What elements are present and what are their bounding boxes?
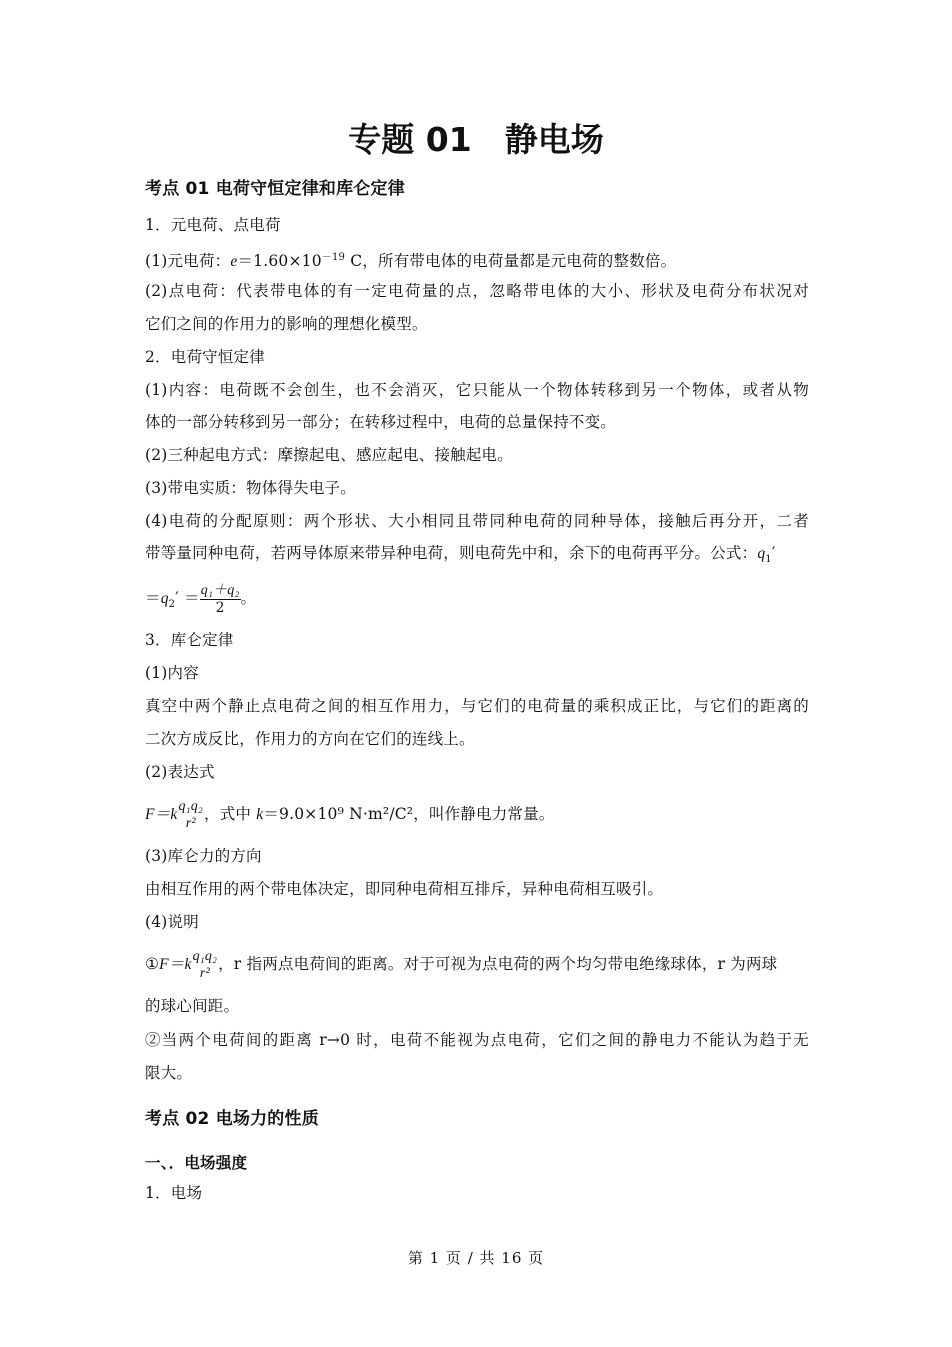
- paragraph: 的球心间距。: [145, 997, 240, 1015]
- paragraph: (1)元电荷：$e=1.60\times 10^{-19}$ C，所有带电体的电荷量都是元电荷的整数倍。: [145, 252, 677, 271]
- paragraph: (2)三种起电方式：摩擦起电、感应起电、接触起电。: [145, 446, 513, 464]
- page-title: 专题 01 静电场: [348, 120, 604, 159]
- paragraph: (1)内容：电荷既不会创生，也不会消灭，它只能从一个物体转移到另一个物体，或者从物: [145, 381, 809, 399]
- subsection-title: 1．元电荷、点电荷: [145, 216, 281, 234]
- subsection-title: 2．电荷守恒定律: [145, 348, 265, 366]
- subsection-title: 一、．电场强度: [145, 1154, 248, 1172]
- formula-coulomb: F＝k q₁q₂ r² ，式中 k＝9.0×10⁹ N·m²/C²，叫作静电力常量。: [145, 799, 555, 831]
- section-heading-1: 考点 01 电荷守恒定律和库仑定律: [145, 179, 405, 199]
- paragraph: (4)说明: [145, 913, 199, 931]
- paragraph: (1)内容: [145, 664, 199, 682]
- section-heading-2: 考点 02 电场力的性质: [145, 1109, 319, 1129]
- subsection-title: 1．电场: [145, 1184, 203, 1202]
- paragraph: 带等量同种电荷，若两导体原来带异种电荷，则电荷先中和，余下的电荷再平分。公式：$q_1'$: [145, 544, 776, 566]
- paragraph: (4)电荷的分配原则：两个形状、大小相同且带同种电荷的同种导体，接触后再分开，二者: [145, 512, 809, 530]
- paragraph: (3)库仑力的方向: [145, 847, 262, 865]
- formula-note-1: ①F＝k q₁q₂ r² ，r 指两点电荷间的距离。对于可视为点电荷的两个均匀带电绝缘球体，r 为两球: [145, 949, 778, 981]
- paragraph: 体的一部分转移到另一部分；在转移过程中，电荷的总量保持不变。: [145, 413, 617, 431]
- paragraph: (2)表达式: [145, 763, 215, 781]
- paragraph: (3)带电实质：物体得失电子。: [145, 479, 356, 497]
- paragraph: 由相互作用的两个带电体决定，即同种电荷相互排斥，异种电荷相互吸引。: [145, 880, 664, 898]
- paragraph: 二次方成反比，作用力的方向在它们的连线上。: [145, 730, 475, 748]
- paragraph: (2)点电荷：代表带电体的有一定电荷量的点，忽略带电体的大小、形状及电荷分布状况对: [145, 282, 809, 300]
- paragraph: 真空中两个静止点电荷之间的相互作用力，与它们的电荷量的乘积成正比，与它们的距离的: [145, 697, 809, 715]
- paragraph: 它们之间的作用力的影响的理想化模型。: [145, 315, 428, 333]
- subsection-title: 3．库仑定律: [145, 631, 234, 649]
- formula-charge-distribution: $=q_2'$ ＝ $\frac{\text{q₁＋q₂}}{2}$ 。: [145, 582, 257, 616]
- paragraph: ②当两个电荷间的距离 r→0 时，电荷不能视为点电荷，它们之间的静电力不能认为趋于无: [145, 1031, 809, 1049]
- page-footer: 第 1 页 / 共 16 页: [407, 1249, 545, 1267]
- paragraph: 限大。: [145, 1064, 193, 1082]
